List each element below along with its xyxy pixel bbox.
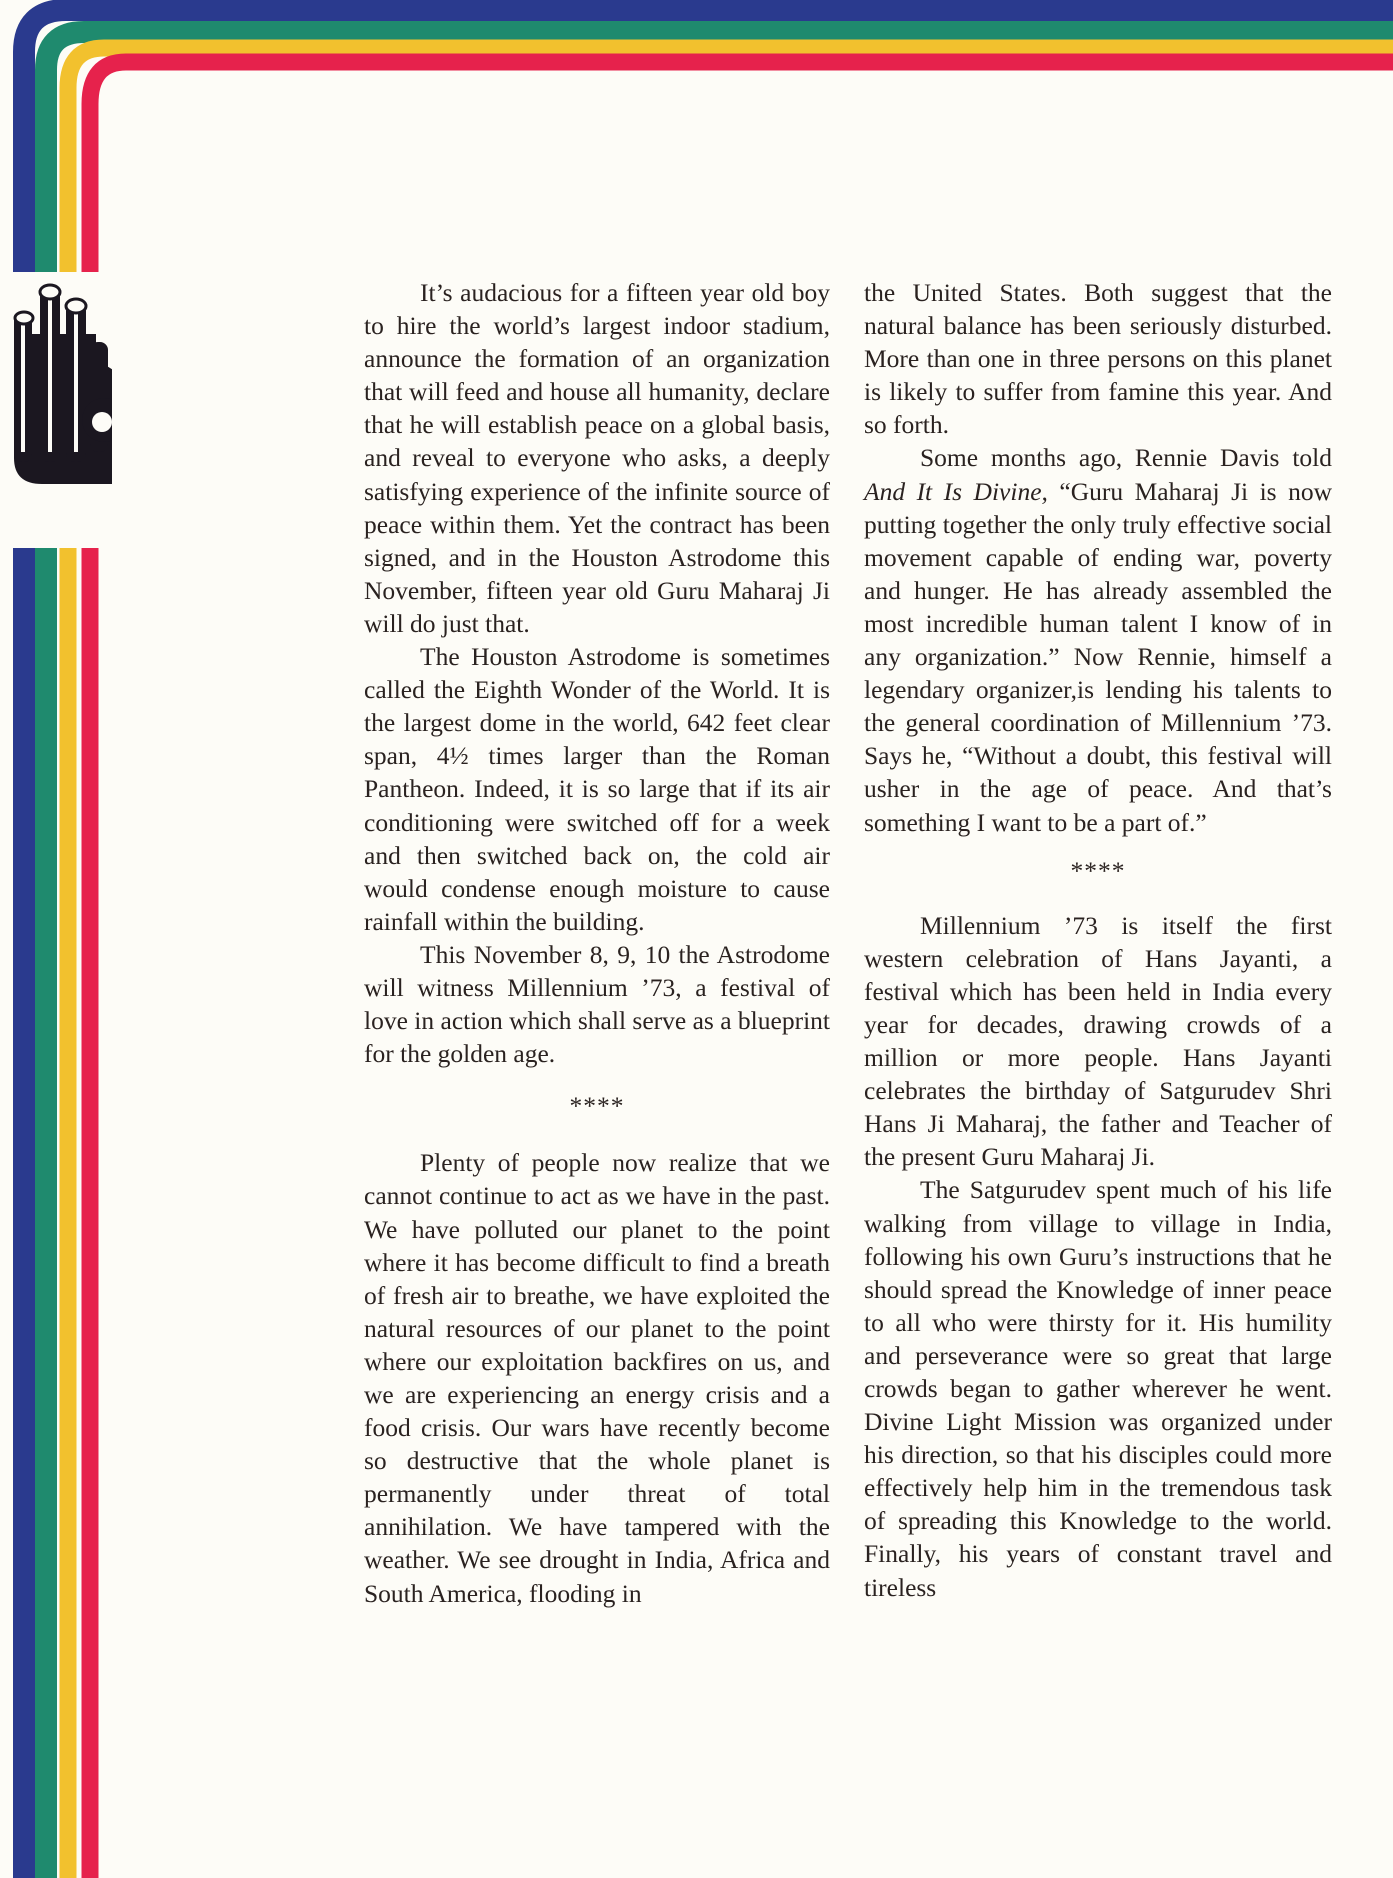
hand-emblem [0,272,112,548]
article-paragraph: the United States. Both suggest that the natural balance has been seriously disturbed. More than one in three persons on this planet is likely to suffer from famine this year. And so forth. [864,278,1332,440]
article-paragraph: The Houston Astrodome is sometimes called the Eighth Wonder of the World. It is the largest dome in the world, 642 feet clear span, 4½ times larger than the Roman Pantheon. Indeed, it is so large that if its air conditioning were switched off for a week and then switched back on, the cold air would condense enough moisture to cause rainfall within the building. [364,642,830,936]
article-paragraph [864,441,1332,838]
section-separator: **** [1070,855,1126,885]
article-left-column [364,276,830,1610]
article-paragraph: The Satgurudev spent much of his life walking from village to village in India, following his own Guru’s instructions that he should spread the Knowledge of inner peace to all who were thirsty for it. His humility and perseverance were so great that large crowds began to gather wherever he went. Divine Light Mission was organized under his direction, so that his disciples could more effectively help him in the tremendous task of spreading this Knowledge to the world. Finally, his years of constant travel and tireless [864,1175,1332,1602]
paragraph-text: Some months ago, Rennie Davis told [920,443,1332,473]
publication-title: And It Is Divine, [864,476,1048,506]
article-paragraph: This November 8, 9, 10 the Astrodome will witness Millennium ’73, a festival of love in action which shall serve as a blueprint for the golden age. [364,939,830,1069]
article-paragraph: It’s audacious for a fifteen year old boy to hire the world’s largest indoor stadium, announce the formation of an organization that will feed and house all humanity, declare that he will establish peace on a global basis, and reveal to everyone who asks, a deeply satisfying experience of the infinite source of peace within them. Yet the contract has been signed, and in the Houston Astrodome this November, fifteen year old Guru Maharaj Ji will do just that. [364,278,830,638]
section-separator: **** [569,1091,625,1121]
raised-hand-icon [0,272,112,548]
article-paragraph: Plenty of people now realize that we cannot continue to act as we have in the past. We have polluted our planet to the point where it has become difficult to find a breath of fresh air to breathe, we have exploited the natural resources of our planet to the point where our exploitation backfires on us, and we are experiencing an energy crisis and a food crisis. Our wars have recently become so destructive that the whole planet is permanently under threat of total annihilation. We have tampered with the weather. We see drought in India, Africa and South America, flooding in [364,1148,830,1608]
article-paragraph: Millennium ’73 is itself the first western celebration of Hans Jayanti, a festival which has been held in India every year for decades, drawing crowds of a million or more people. Hans Jayanti celebrates the birthday of Satgurudev Shri Hans Ji Maharaj, the father and Teacher of the present Guru Maharaj Ji. [864,910,1332,1172]
paragraph-text: “Guru Maharaj Ji is now putting together the only truly effective social movement capable of ending war, poverty and hunger. He has already assembled the most incredible human talent I know of in any organization.” Now Rennie, himself a legendary organizer,is lending his talents to the general coordination of Millennium ’73. Says he, “Without a doubt, this festival will usher in the age of peace. And that’s something I want to be a part of.” [864,476,1332,837]
article-right-column [864,276,1332,1604]
